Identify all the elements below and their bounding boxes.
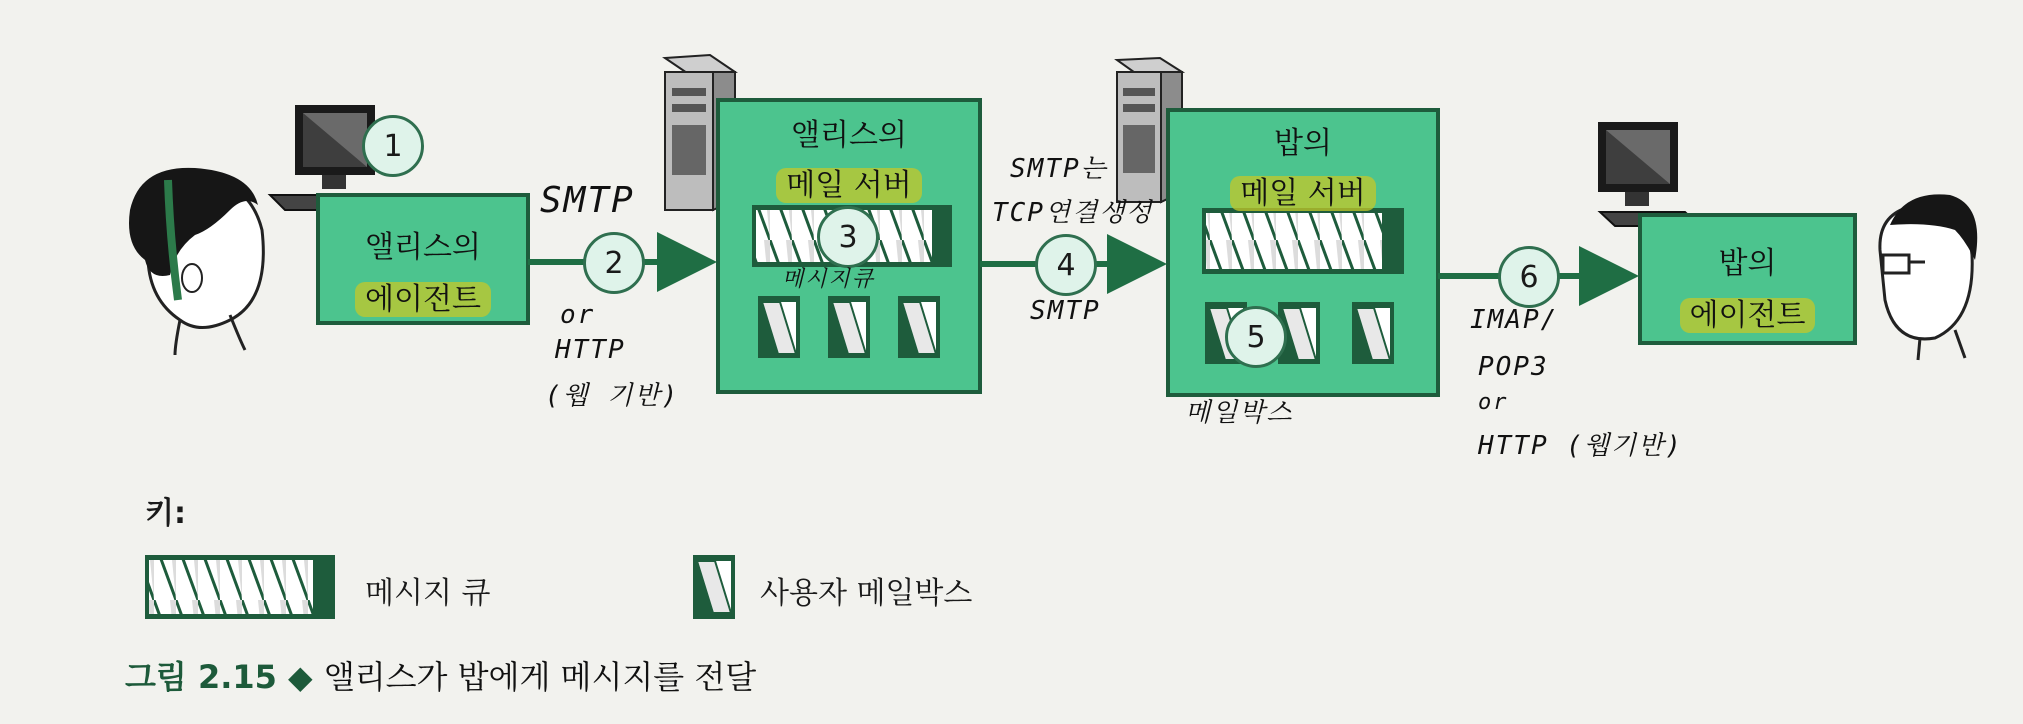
step-6-marker: 6 bbox=[1498, 246, 1560, 308]
alice-server-line2: 메일 서버 bbox=[776, 168, 921, 203]
note-step5-mailbox: 메일박스 bbox=[1185, 398, 1294, 428]
alice-server-line1: 앨리스의 bbox=[791, 118, 907, 153]
bob-server-label bbox=[1168, 118, 1438, 212]
alice-agent-line2: 에이전트 bbox=[355, 282, 491, 317]
step-2-marker: 2 bbox=[583, 232, 645, 294]
note-step4-smtp: SMTP bbox=[1030, 296, 1101, 326]
key-title: 키: bbox=[145, 496, 186, 531]
note-step3-queue: 메시지큐 bbox=[782, 267, 876, 292]
alice-server-label bbox=[718, 110, 980, 204]
note-step2-http: HTTP bbox=[555, 335, 626, 365]
bob-message-queue bbox=[1202, 208, 1404, 274]
step-4-marker: 4 bbox=[1035, 234, 1097, 296]
alice-agent-line1: 앨리스의 bbox=[365, 230, 481, 265]
note-step2-web: (웹 기반) bbox=[545, 381, 680, 411]
note-step4-tcp-conn: TCP연결생성 bbox=[992, 198, 1154, 228]
note-step6-http: HTTP (웹기반) bbox=[1478, 431, 1683, 461]
key-message-queue-label: 메시지 큐 bbox=[365, 576, 491, 611]
bob-server-line2: 메일 서버 bbox=[1230, 176, 1375, 211]
bob-computer-icon bbox=[1598, 122, 1700, 226]
note-step4-smtp-tcp: SMTP는 bbox=[1010, 154, 1108, 184]
figure-caption bbox=[125, 652, 756, 698]
note-step2-smtp: SMTP bbox=[540, 180, 635, 221]
step-1-marker: 1 bbox=[362, 115, 424, 177]
caption-label: 그림 2.15 ◆ bbox=[125, 658, 313, 696]
bob-figure bbox=[1880, 194, 1977, 360]
caption-text: 앨리스가 밥에게 메시지를 전달 bbox=[323, 658, 757, 696]
note-step6-or: or bbox=[1478, 390, 1509, 415]
bob-agent-label bbox=[1640, 238, 1855, 334]
alice-agent-label bbox=[318, 222, 528, 318]
step-5-marker: 5 bbox=[1225, 306, 1287, 368]
alice-mailboxes bbox=[758, 296, 940, 358]
bob-agent-line2: 에이전트 bbox=[1680, 298, 1816, 333]
key-message-queue-swatch bbox=[145, 555, 335, 619]
bob-agent-line1: 밥의 bbox=[1718, 246, 1777, 281]
bob-server-line1: 밥의 bbox=[1274, 126, 1332, 161]
key-mailbox-label: 사용자 메일박스 bbox=[760, 576, 973, 611]
note-step6-imap: IMAP/ bbox=[1470, 305, 1559, 335]
note-step6-pop3: POP3 bbox=[1478, 352, 1549, 382]
note-step2-or: or bbox=[560, 300, 596, 330]
step-3-marker: 3 bbox=[817, 206, 879, 268]
key-mailbox-swatch bbox=[693, 555, 735, 619]
alice-figure bbox=[129, 168, 263, 355]
